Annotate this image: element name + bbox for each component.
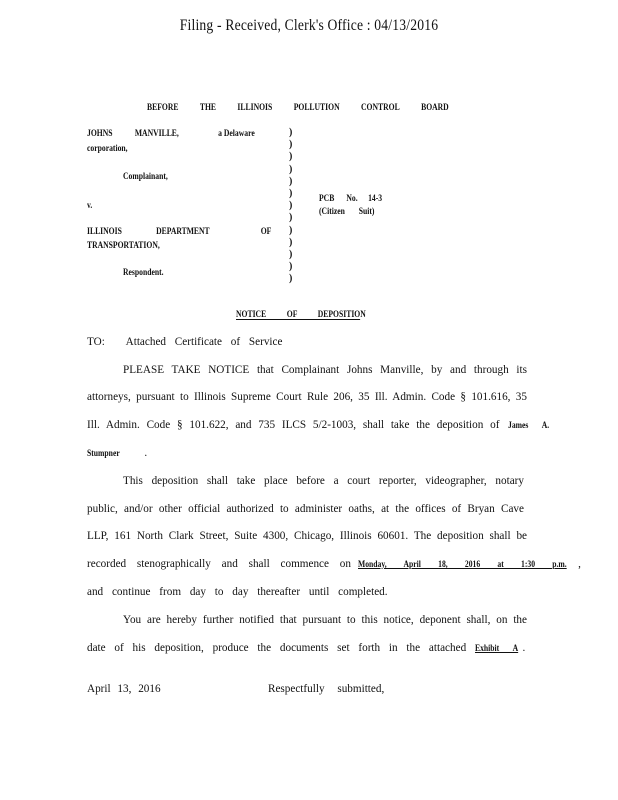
board-title-word: POLLUTION	[293, 102, 340, 112]
board-title-word: BEFORE	[147, 102, 179, 112]
respondent-line1	[87, 226, 271, 236]
exhibit-reference: Exhibit A	[474, 643, 519, 653]
caption-word: No.	[346, 193, 358, 203]
para1-line3-text: Ill. Admin. Code § 101.622, and 735 ILCS 5/2-1003, shall take the deposition of	[87, 419, 500, 431]
caption-word: 14-3	[368, 193, 383, 203]
para1-line4	[87, 447, 147, 459]
complainant-line1	[87, 128, 255, 138]
caption-word: OF	[260, 226, 272, 236]
board-title-word: CONTROL	[361, 102, 400, 112]
versus: v.	[87, 200, 93, 210]
para3-line2-end: .	[522, 642, 526, 654]
caption-word: JOHNS	[87, 128, 113, 138]
to-line	[87, 336, 282, 348]
para2-line2: public, and/or other official authorized to administer oaths, at the offices of Bryan Cave	[87, 503, 524, 515]
para2-line4-text: recorded stenographically and shall commence on	[87, 558, 351, 570]
para1-end: .	[144, 447, 148, 459]
case-number	[319, 193, 382, 203]
para2-line5: and continue from day to day thereafter until completed.	[87, 586, 388, 598]
deposition-datetime: Monday, April 18, 2016 at 1:30 p.m.	[357, 559, 567, 569]
board-title-word: THE	[199, 102, 217, 112]
para2-line4-end: ,	[578, 558, 581, 570]
filing-header: Filing - Received, Clerk's Office : 04/13/2016	[179, 17, 439, 34]
para1-line1: PLEASE TAKE NOTICE that Complainant Johns Manville, by and through its	[123, 364, 527, 376]
caption-word: ILLINOIS	[87, 226, 122, 236]
closing: Respectfully submitted,	[268, 683, 385, 695]
caption-word: a Delaware	[218, 128, 255, 138]
notice-title	[236, 309, 366, 320]
para2-line4	[87, 558, 581, 570]
para1-line3	[87, 419, 557, 431]
para3-line1: You are hereby further notified that pursuant to this notice, deponent shall, on the	[123, 614, 527, 626]
complainant-role: Complainant,	[123, 171, 168, 181]
para3-line2	[87, 642, 525, 654]
caption-word: MANVILLE,	[134, 128, 179, 138]
to-label: TO:	[87, 336, 105, 348]
para1-line2: attorneys, pursuant to Illinois Supreme Court Rule 206, 35 Ill. Admin. Code § 101.616, 35	[87, 391, 527, 403]
board-title	[147, 102, 449, 112]
to-value: Attached Certificate of Service	[125, 336, 283, 348]
deponent-last: Stumpner	[87, 448, 120, 458]
para2-line1: This deposition shall take place before a court reporter, videographer, notary	[123, 475, 524, 487]
notice-title-text: NOTICE OF DEPOSITION	[236, 309, 366, 319]
deponent-first: James A.	[508, 420, 550, 430]
signature-date: April 13, 2016	[87, 683, 161, 695]
caption-word: DEPARTMENT	[156, 226, 210, 236]
caption-word: PCB	[319, 193, 335, 203]
respondent-line2: TRANSPORTATION,	[87, 240, 160, 250]
respondent-role: Respondent.	[123, 267, 164, 277]
board-title-word: ILLINOIS	[237, 102, 273, 112]
caption-parentheses: ) ) ) ) ) ) ) ) ) ) ) ) )	[289, 127, 293, 285]
para2-line3: LLP, 161 North Clark Street, Suite 4300, Chicago, Illinois 60601. The deposition shall be	[87, 530, 527, 542]
board-title-word: BOARD	[421, 102, 449, 112]
complainant-line2: corporation,	[87, 143, 128, 153]
case-type: (Citizen Suit)	[319, 206, 375, 216]
para3-line2-text: date of his deposition, produce the documents set forth in the attached	[87, 642, 467, 654]
